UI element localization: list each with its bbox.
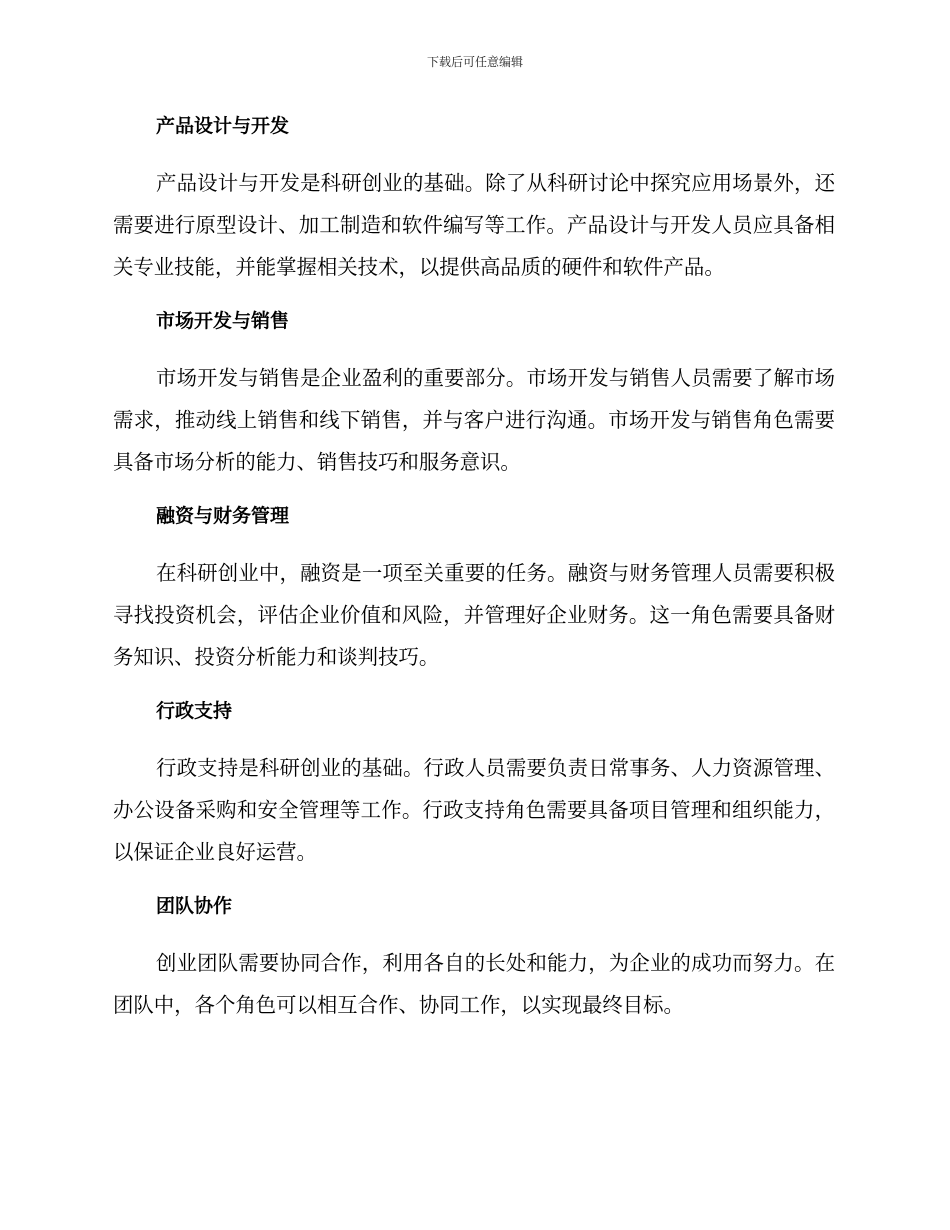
section-finance bbox=[113, 498, 835, 678]
section-paragraph: 在科研创业中，融资是一项至关重要的任务。融资与财务管理人员需要积极寻找投资机会，评估企业价值和风险，并管理好企业财务。这一角色需要具备财务知识、投资分析能力和谈判技巧。 bbox=[113, 561, 835, 669]
section-paragraph: 创业团队需要协同合作，利用各自的长处和能力，为企业的成功而努力。在团队中，各个角色可以相互合作、协同工作，以实现最终目标。 bbox=[113, 951, 835, 1017]
section-product-design bbox=[113, 108, 835, 288]
section-admin-support bbox=[113, 693, 835, 873]
section-heading: 团队协作 bbox=[156, 895, 233, 917]
section-teamwork bbox=[113, 888, 835, 1026]
page-header: 下载后可任意编辑 bbox=[426, 55, 523, 69]
section-heading: 市场开发与销售 bbox=[156, 310, 290, 332]
document-body bbox=[113, 108, 835, 1041]
section-paragraph: 产品设计与开发是科研创业的基础。除了从科研讨论中探究应用场景外，还需要进行原型设计、加工制造和软件编写等工作。产品设计与开发人员应具备相关专业技能，并能掌握相关技术，以提供高品质的硬件和软件产品。 bbox=[113, 171, 835, 279]
section-paragraph: 行政支持是科研创业的基础。行政人员需要负责日常事务、人力资源管理、办公设备采购和安全管理等工作。行政支持角色需要具备项目管理和组织能力，以保证企业良好运营。 bbox=[113, 756, 835, 864]
section-paragraph: 市场开发与销售是企业盈利的重要部分。市场开发与销售人员需要了解市场需求，推动线上销售和线下销售，并与客户进行沟通。市场开发与销售角色需要具备市场分析的能力、销售技巧和服务意识。 bbox=[113, 366, 835, 474]
section-marketing-sales bbox=[113, 303, 835, 483]
section-heading: 产品设计与开发 bbox=[156, 115, 290, 137]
section-heading: 融资与财务管理 bbox=[156, 505, 290, 527]
section-heading: 行政支持 bbox=[156, 700, 233, 722]
